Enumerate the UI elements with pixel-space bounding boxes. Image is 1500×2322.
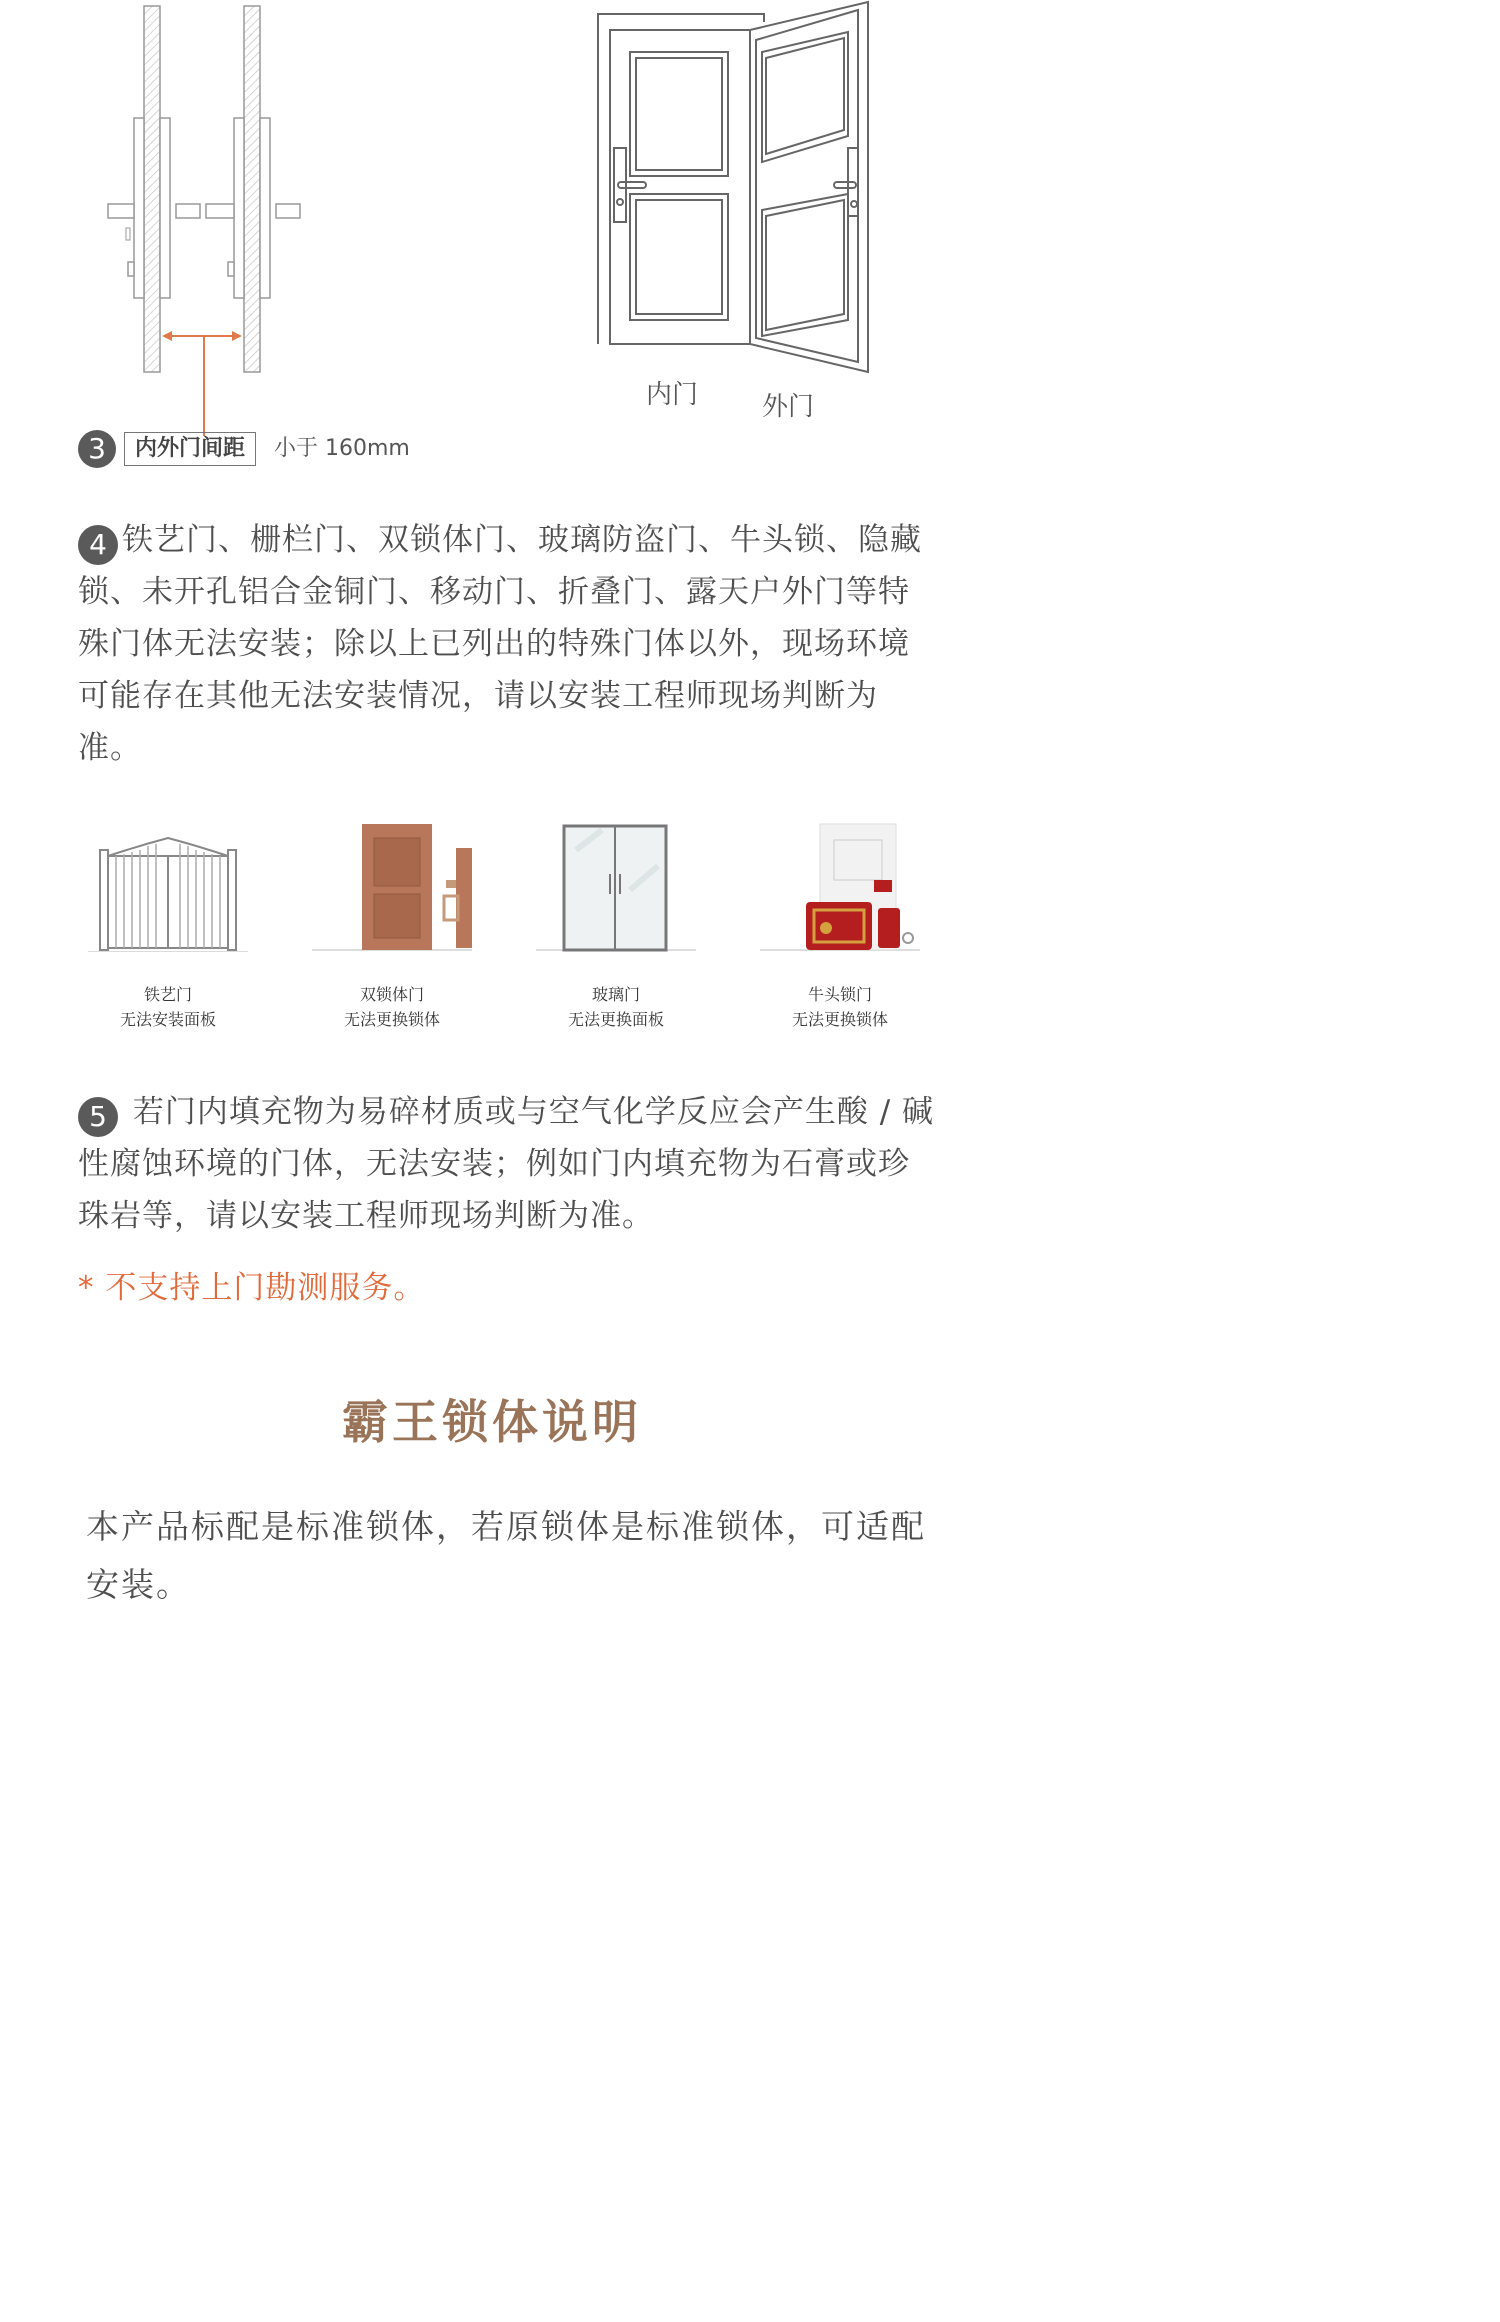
rim-lock-door-icon: [750, 810, 930, 952]
door-type-note: 无法更换面板: [567, 1010, 664, 1029]
no-survey-note: * 不支持上门勘测服务。: [78, 1270, 426, 1306]
lock-body-description: 本产品标配是标准锁体，若原锁体是标准锁体，可适配安装。: [86, 1507, 926, 1604]
gap-label: 内外门间距: [124, 432, 256, 466]
glass-door-icon: [526, 810, 706, 952]
door-type-name: 铁艺门: [143, 985, 192, 1004]
item5-paragraph: [78, 1086, 938, 1242]
iron-gate-icon: [78, 810, 258, 952]
item4-paragraph: [78, 514, 938, 774]
door-type-card: [56, 810, 280, 1050]
door-type-note: 无法更换锁体: [791, 1010, 888, 1029]
door-type-card: [504, 810, 728, 1050]
double-lock-door-icon: [302, 810, 482, 952]
door-gap-diagram: [90, 0, 320, 440]
step-number-3: 3: [78, 430, 116, 468]
item4-text: 铁艺门、栅栏门、双锁体门、玻璃防盗门、牛头锁、隐藏锁、未开孔铝合金铜门、移动门、折叠门、露天户外门等特殊门体无法安装；除以上已列出的特殊门体以外，现场环境可能存在其他无法安装情况，请以安装工程师现场判断为准。: [78, 522, 922, 766]
step-number-5: 5: [78, 1097, 118, 1137]
door-type-card: [280, 810, 504, 1050]
door-type-name: 牛头锁门: [807, 985, 872, 1004]
inner-outer-door-illustration: [590, 0, 880, 380]
lock-body-section-title: 霸王锁体说明: [342, 1395, 642, 1449]
door-type-note: 无法更换锁体: [343, 1010, 440, 1029]
door-type-card: [728, 810, 952, 1050]
inner-door-label: 内门: [646, 380, 699, 410]
door-type-name: 双锁体门: [359, 985, 424, 1004]
gap-value: 小于 160mm: [274, 436, 410, 461]
item5-text: 若门内填充物为易碎材质或与空气化学反应会产生酸 / 碱性腐蚀环境的门体，无法安装；例如门内填充物为石膏或珍珠岩等，请以安装工程师现场判断为准。: [78, 1094, 935, 1234]
door-type-note: 无法安装面板: [119, 1010, 216, 1029]
step-number-4: 4: [78, 525, 118, 565]
door-type-name: 玻璃门: [591, 985, 640, 1004]
outer-door-label: 外门: [762, 392, 815, 422]
